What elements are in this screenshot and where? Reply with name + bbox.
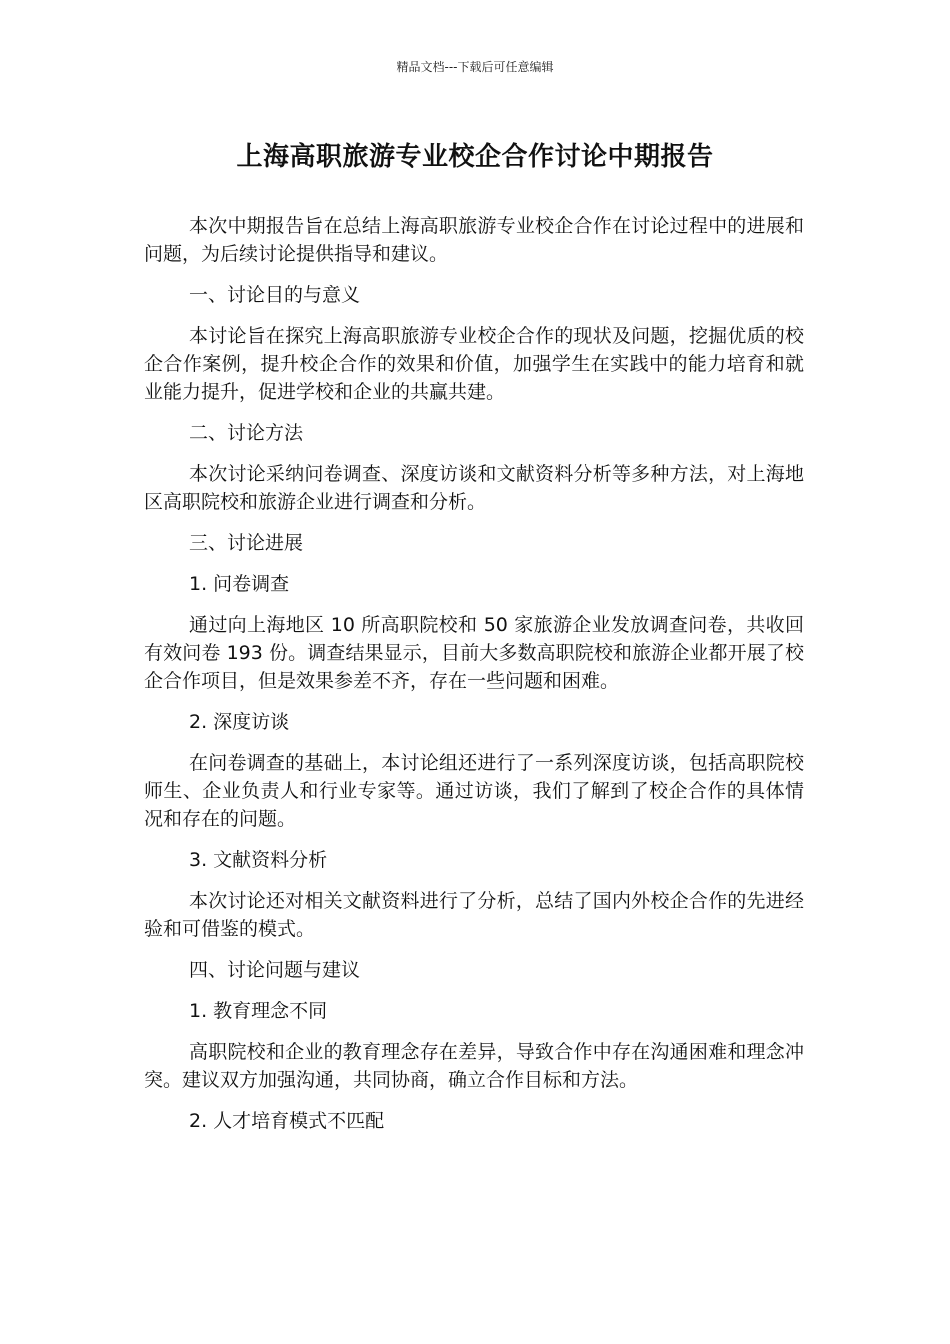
literature-paragraph: 本次讨论还对相关文献资料进行了分析，总结了国内外校企合作的先进经验和可借鉴的模式。 (144, 890, 804, 940)
section-heading-issues: 四、讨论问题与建议 (189, 959, 361, 981)
header-note: 精品文档---下载后可任意编辑 (396, 60, 554, 74)
subheading-talent-model: 2. 人才培育模式不匹配 (189, 1110, 385, 1132)
subheading-survey: 1. 问卷调查 (189, 573, 290, 595)
page-title: 上海高职旅游专业校企合作讨论中期报告 (236, 142, 714, 172)
section-heading-progress: 三、讨论进展 (189, 532, 304, 554)
education-concept-paragraph: 高职院校和企业的教育理念存在差异，导致合作中存在沟通困难和理念冲突。建议双方加强沟通，共同协商，确立合作目标和方法。 (144, 1041, 804, 1091)
purpose-paragraph: 本讨论旨在探究上海高职旅游专业校企合作的现状及问题，挖掘优质的校企合作案例，提升校企合作的效果和价值，加强学生在实践中的能力培育和就业能力提升，促进学校和企业的共赢共建。 (144, 325, 804, 403)
document-body (144, 212, 804, 1148)
survey-paragraph: 通过向上海地区 10 所高职院校和 50 家旅游企业发放调查问卷，共收回有效问卷 193 份。调查结果显示，目前大多数高职院校和旅游企业都开展了校企合作项目，但是效果参差不齐，存在一些问题和困难。 (144, 614, 804, 692)
method-paragraph: 本次讨论采纳问卷调查、深度访谈和文献资料分析等多种方法，对上海地区高职院校和旅游企业进行调查和分析。 (144, 463, 804, 513)
subheading-literature: 3. 文献资料分析 (189, 849, 328, 871)
subheading-interview: 2. 深度访谈 (189, 711, 290, 733)
subheading-education-concept: 1. 教育理念不同 (189, 1000, 328, 1022)
section-heading-purpose: 一、讨论目的与意义 (189, 284, 361, 306)
intro-paragraph: 本次中期报告旨在总结上海高职旅游专业校企合作在讨论过程中的进展和问题，为后续讨论提供指导和建议。 (144, 215, 804, 265)
section-heading-method: 二、讨论方法 (189, 422, 304, 444)
interview-paragraph: 在问卷调查的基础上，本讨论组还进行了一系列深度访谈，包括高职院校师生、企业负责人和行业专家等。通过访谈，我们了解到了校企合作的具体情况和存在的问题。 (144, 752, 804, 830)
